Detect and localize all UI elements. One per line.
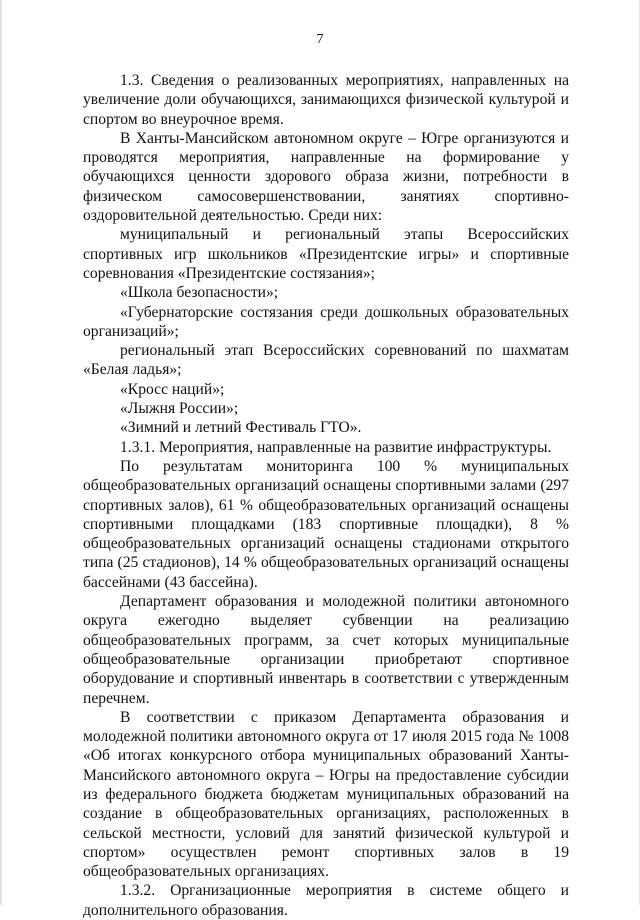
list-item-presidential-games: муниципальный и региональный этапы Всероссийских спортивных игр школьников «Президентские игры» и спортивные соревнования «Президентские состязания»; <box>83 226 569 282</box>
section-heading-1-3-2: 1.3.2. Организационные мероприятия в системе общего и дополнительного образования. <box>83 882 569 919</box>
document-body <box>83 71 569 920</box>
section-heading-1-3: 1.3. Сведения о реализованных мероприятиях, направленных на увеличение доли обучающихся, занимающихся физической культурой и спортом во внеурочное время. <box>83 72 569 128</box>
list-item-safety-school: «Школа безопасности»; <box>120 284 279 302</box>
list-item-ski-russia: «Лыжня России»; <box>120 400 239 418</box>
list-item-chess: региональный этап Всероссийских соревнований по шахматам «Белая ладья»; <box>83 342 569 379</box>
page-number: 7 <box>316 32 324 47</box>
paragraph-intro: В Ханты-Мансийском автономном округе – Югре организуются и проводятся мероприятия, направленные на формирование у обучающихся ценности здорового образа жизни, потребности в физическом самосовершенствовании, занятиях спортивно-оздоровительной деятельностью. Среди них: <box>83 129 569 225</box>
list-item-governor-competitions: «Губернаторские состязания среди дошкольных образовательных организаций»; <box>83 303 569 340</box>
paragraph-monitoring: По результатам мониторинга 100 % муниципальных общеобразовательных организаций оснащены спортивными залами (297 спортивных залов), 61 % общеобразовательных организаций оснащены спортивными площадками (183 спортивные площадки), 8 % общеобразовательных организаций оснащены стадионами открытого типа (25 стадионов), 14 % общеобразовательных организаций оснащены бассейнами (43 бассейна). <box>83 457 569 591</box>
scan-left-edge <box>0 0 3 905</box>
section-heading-1-3-1: 1.3.1. Мероприятия, направленные на развитие инфраструктуры. <box>120 438 552 456</box>
paragraph-department: Департамент образования и молодежной политики автономного округа ежегодно выделяет субвенции на реализацию общеобразовательных программ, за счет которых муниципальные общеобразовательные организации приобретают спортивное оборудование и спортивный инвентарь в соответствии с утвержденным перечнем. <box>83 593 569 707</box>
list-item-gto-festival: «Зимний и летний Фестиваль ГТО». <box>120 419 362 437</box>
list-item-cross-nations: «Кросс наций»; <box>120 380 225 398</box>
paragraph-order: В соответствии с приказом Департамента образования и молодежной политики автономного округа от 17 июля 2015 года № 1008 «Об итогах конкурсного отбора муниципальных образований Ханты-Мансийского автономного округа – Югры на предоставление субсидии из федерального бюджета бюджетам муниципальных образований на создание в общеобразовательных организациях, расположенных в сельской местности, условий для занятий физической культурой и спортом» осуществлен ремонт спортивных залов в 19 общеобразовательных организациях. <box>83 708 569 881</box>
